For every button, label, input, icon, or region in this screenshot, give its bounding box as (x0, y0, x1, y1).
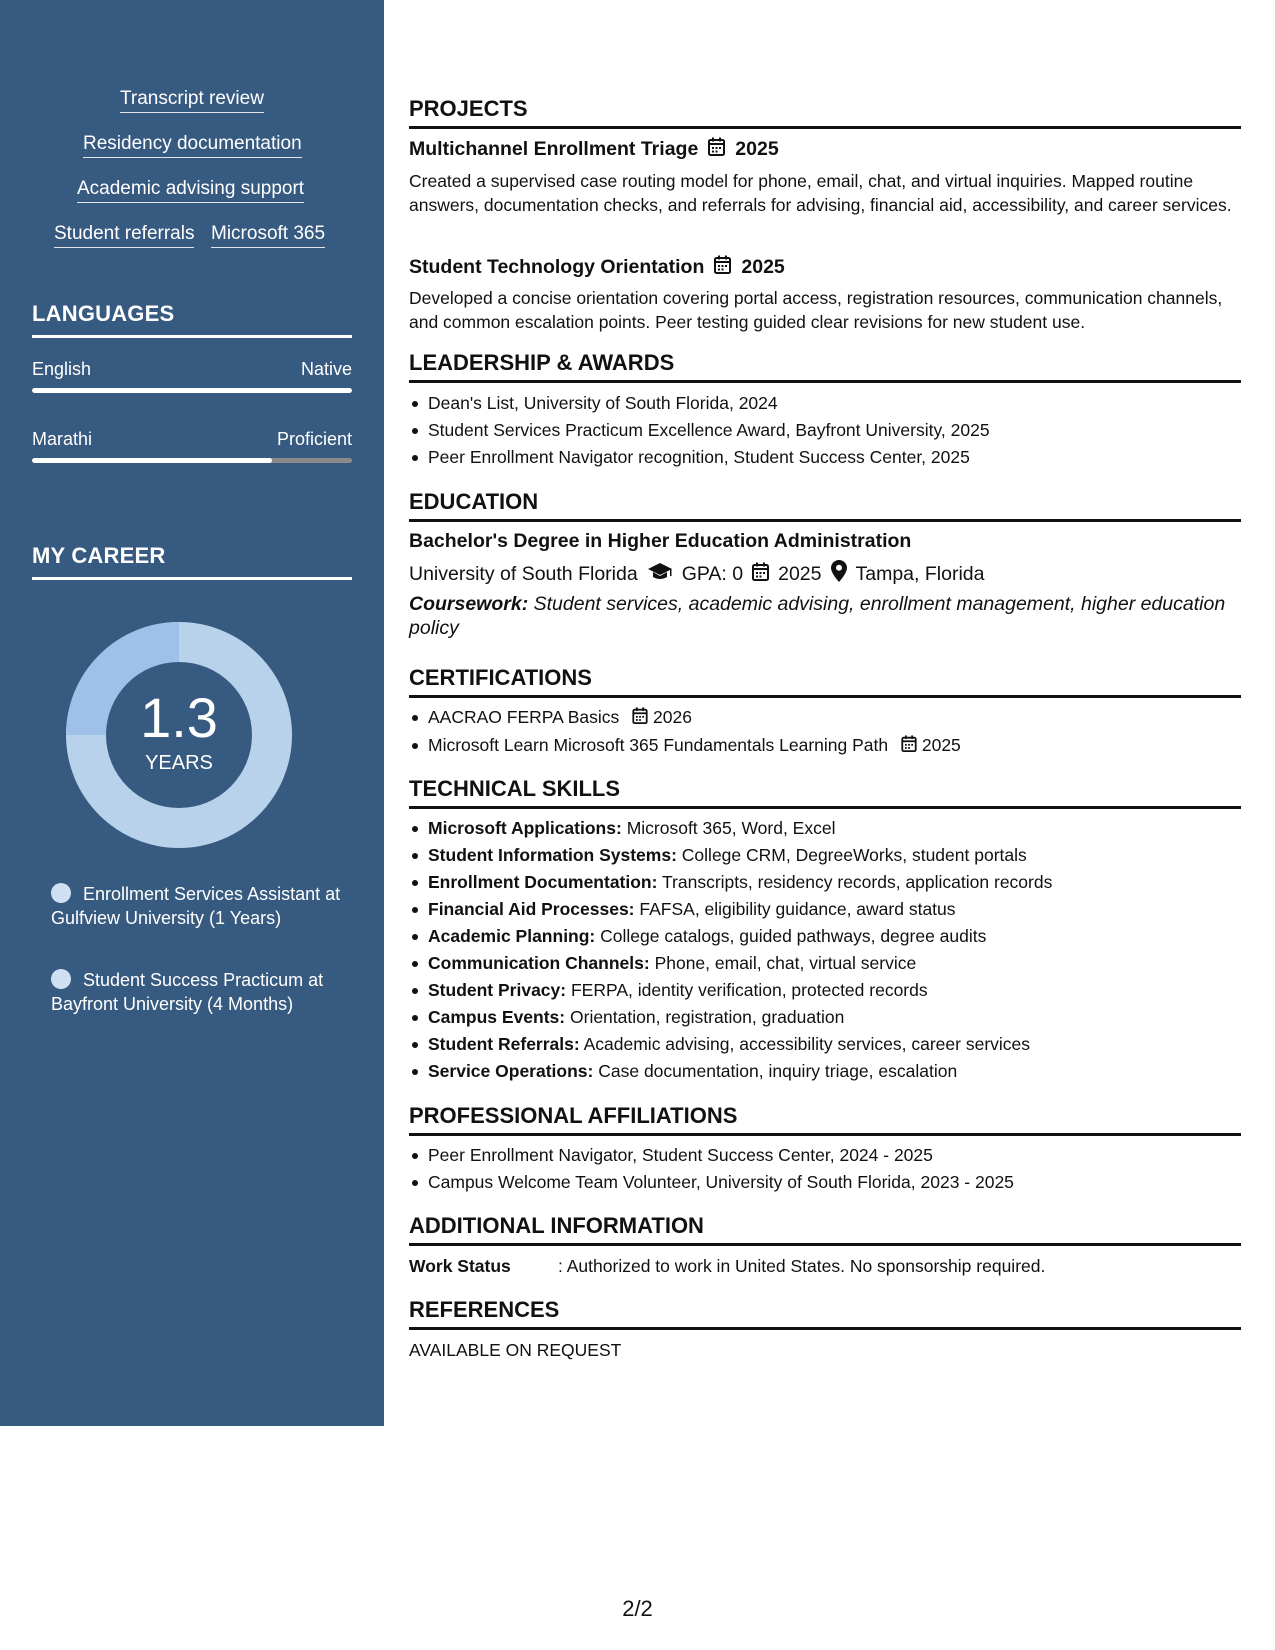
skill-label: Student Information Systems: (428, 845, 677, 865)
skill-value: Academic advising, accessibility services, career services (583, 1034, 1031, 1054)
calendar-icon (708, 137, 725, 162)
skill-link-academic-advising[interactable]: Academic advising support (77, 178, 304, 203)
skill-label: Campus Events: (428, 1007, 566, 1027)
skill-value: Orientation, registration, graduation (570, 1007, 845, 1027)
technical-skills-heading: TECHNICAL SKILLS (409, 776, 1241, 809)
language-bar-english (32, 388, 352, 393)
skill-value: Microsoft 365, Word, Excel (626, 818, 836, 838)
skill-label: Academic Planning: (428, 926, 596, 946)
language-bar-fill (32, 388, 352, 393)
calendar-icon (632, 705, 648, 732)
work-status-value: : Authorized to work in United States. No sponsorship required. (558, 1256, 1046, 1276)
sidebar (0, 0, 384, 1426)
leadership-heading: LEADERSHIP & AWARDS (409, 350, 1241, 383)
language-name: English (32, 359, 92, 379)
projects-heading: PROJECTS (409, 96, 1241, 129)
skill-label: Student Privacy: (428, 980, 567, 1000)
language-row-english (32, 359, 352, 380)
skill-item (409, 1004, 1241, 1031)
coursework-label: Coursework: (409, 593, 529, 615)
career-item-text: Student Success Practicum at Bayfront University (4 Months) (51, 970, 324, 1014)
list-item: Peer Enrollment Navigator recognition, Student Success Center, 2025 (409, 444, 1241, 471)
skill-item (409, 923, 1241, 950)
language-name: Marathi (32, 429, 93, 449)
project-year: 2025 (735, 138, 779, 160)
coursework (409, 592, 1229, 640)
graduation-year: 2025 (778, 562, 822, 585)
skill-label: Financial Aid Processes: (428, 899, 635, 919)
project-title-row (409, 137, 779, 162)
skill-item (409, 1058, 1241, 1085)
education-details (409, 560, 984, 588)
skill-link-residency-documentation[interactable]: Residency documentation (83, 133, 302, 158)
skill-item (409, 1031, 1241, 1058)
language-bar-marathi (32, 458, 352, 463)
technical-skills-list (409, 815, 1241, 1085)
skill-label: Microsoft Applications: (428, 818, 622, 838)
graduation-cap-icon (647, 561, 673, 587)
career-item-gulfview (51, 882, 341, 930)
skill-item (409, 977, 1241, 1004)
skill-link-transcript-review[interactable]: Transcript review (120, 88, 264, 113)
certifications-heading: CERTIFICATIONS (409, 665, 1241, 698)
affiliations-heading: PROFESSIONAL AFFILIATIONS (409, 1103, 1241, 1136)
skill-value: College CRM, DegreeWorks, student portals (681, 845, 1027, 865)
work-status-row (409, 1256, 1045, 1277)
career-total-years: 1.3 (140, 685, 218, 749)
certifications-list (409, 704, 1241, 760)
career-years-label: YEARS (145, 751, 213, 774)
skill-item (409, 815, 1241, 842)
project-title: Multichannel Enrollment Triage (409, 138, 699, 160)
skill-value: Phone, email, chat, virtual service (654, 953, 917, 973)
references-heading: REFERENCES (409, 1297, 1241, 1330)
career-donut-chart (66, 622, 292, 848)
career-item-text: Enrollment Services Assistant at Gulfview University (1 Years) (51, 884, 341, 928)
language-row-marathi (32, 429, 352, 450)
project-title-row (409, 255, 785, 280)
list-item (409, 732, 1241, 760)
page-number: 2/2 (622, 1596, 653, 1621)
project-year: 2025 (741, 256, 785, 278)
language-level: Proficient (276, 429, 352, 449)
skill-label: Student Referrals: (428, 1034, 580, 1054)
school-location: Tampa, Florida (855, 562, 985, 585)
calendar-icon (714, 255, 731, 280)
list-item: Student Services Practicum Excellence Award, Bayfront University, 2025 (409, 417, 1241, 444)
language-level: Native (300, 359, 352, 379)
career-dot-icon (51, 969, 71, 989)
list-item: Dean's List, University of South Florida, 2024 (409, 390, 1241, 417)
project-description: Created a supervised case routing model for phone, email, chat, and virtual inquiries. Mapped routine answers, documentation checks, and referrals for advising, financial aid, accessibility, and career services. (409, 171, 1232, 215)
career-dot-icon (51, 883, 71, 903)
list-item: Campus Welcome Team Volunteer, University of South Florida, 2023 - 2025 (409, 1169, 1241, 1196)
calendar-icon (901, 733, 917, 760)
skill-label: Service Operations: (428, 1061, 594, 1081)
skill-link-microsoft-365[interactable]: Microsoft 365 (211, 223, 325, 248)
skill-label: Communication Channels: (428, 953, 650, 973)
skill-item (409, 896, 1241, 923)
gpa: GPA: 0 (681, 562, 744, 585)
certification-year: 2026 (653, 707, 692, 727)
skill-label: Enrollment Documentation: (428, 872, 658, 892)
list-item: Peer Enrollment Navigator, Student Success Center, 2024 - 2025 (409, 1142, 1241, 1169)
skill-value: FERPA, identity verification, protected records (570, 980, 928, 1000)
skill-value: Transcripts, residency records, application records (662, 872, 1053, 892)
skill-value: FAFSA, eligibility guidance, award status (639, 899, 956, 919)
skill-item (409, 950, 1241, 977)
career-donut-center (66, 622, 292, 848)
list-item (409, 704, 1241, 732)
education-heading: EDUCATION (409, 489, 1241, 522)
references-text: AVAILABLE ON REQUEST (409, 1340, 622, 1360)
calendar-icon (752, 562, 769, 587)
certification-name: AACRAO FERPA Basics (428, 707, 620, 727)
coursework-text: Student services, academic advising, enrollment management, higher education policy (409, 593, 1226, 639)
additional-info-heading: ADDITIONAL INFORMATION (409, 1213, 1241, 1246)
project-description: Developed a concise orientation covering portal access, registration resources, communication channels, and common escalation points. Peer testing guided clear revisions for new student use. (409, 288, 1223, 332)
certification-year: 2025 (921, 734, 961, 755)
degree-title: Bachelor's Degree in Higher Education Administration (409, 530, 912, 552)
project-title: Student Technology Orientation (409, 256, 705, 278)
school-name: University of South Florida (409, 562, 638, 585)
skill-value: Case documentation, inquiry triage, escalation (598, 1061, 958, 1081)
skill-item (409, 842, 1241, 869)
location-pin-icon (831, 560, 847, 588)
career-item-bayfront (51, 968, 341, 1016)
affiliations-list (409, 1142, 1241, 1196)
leadership-list (409, 390, 1241, 471)
skill-value: College catalogs, guided pathways, degree audits (600, 926, 987, 946)
career-heading: MY CAREER (32, 543, 352, 580)
work-status-label: Work Status (409, 1256, 511, 1276)
languages-heading: LANGUAGES (32, 301, 352, 338)
language-bar-fill (32, 458, 272, 463)
skill-item (409, 869, 1241, 896)
certification-name: Microsoft Learn Microsoft 365 Fundamentals Learning Path (428, 734, 889, 755)
skill-link-student-referrals[interactable]: Student referrals (54, 223, 194, 248)
